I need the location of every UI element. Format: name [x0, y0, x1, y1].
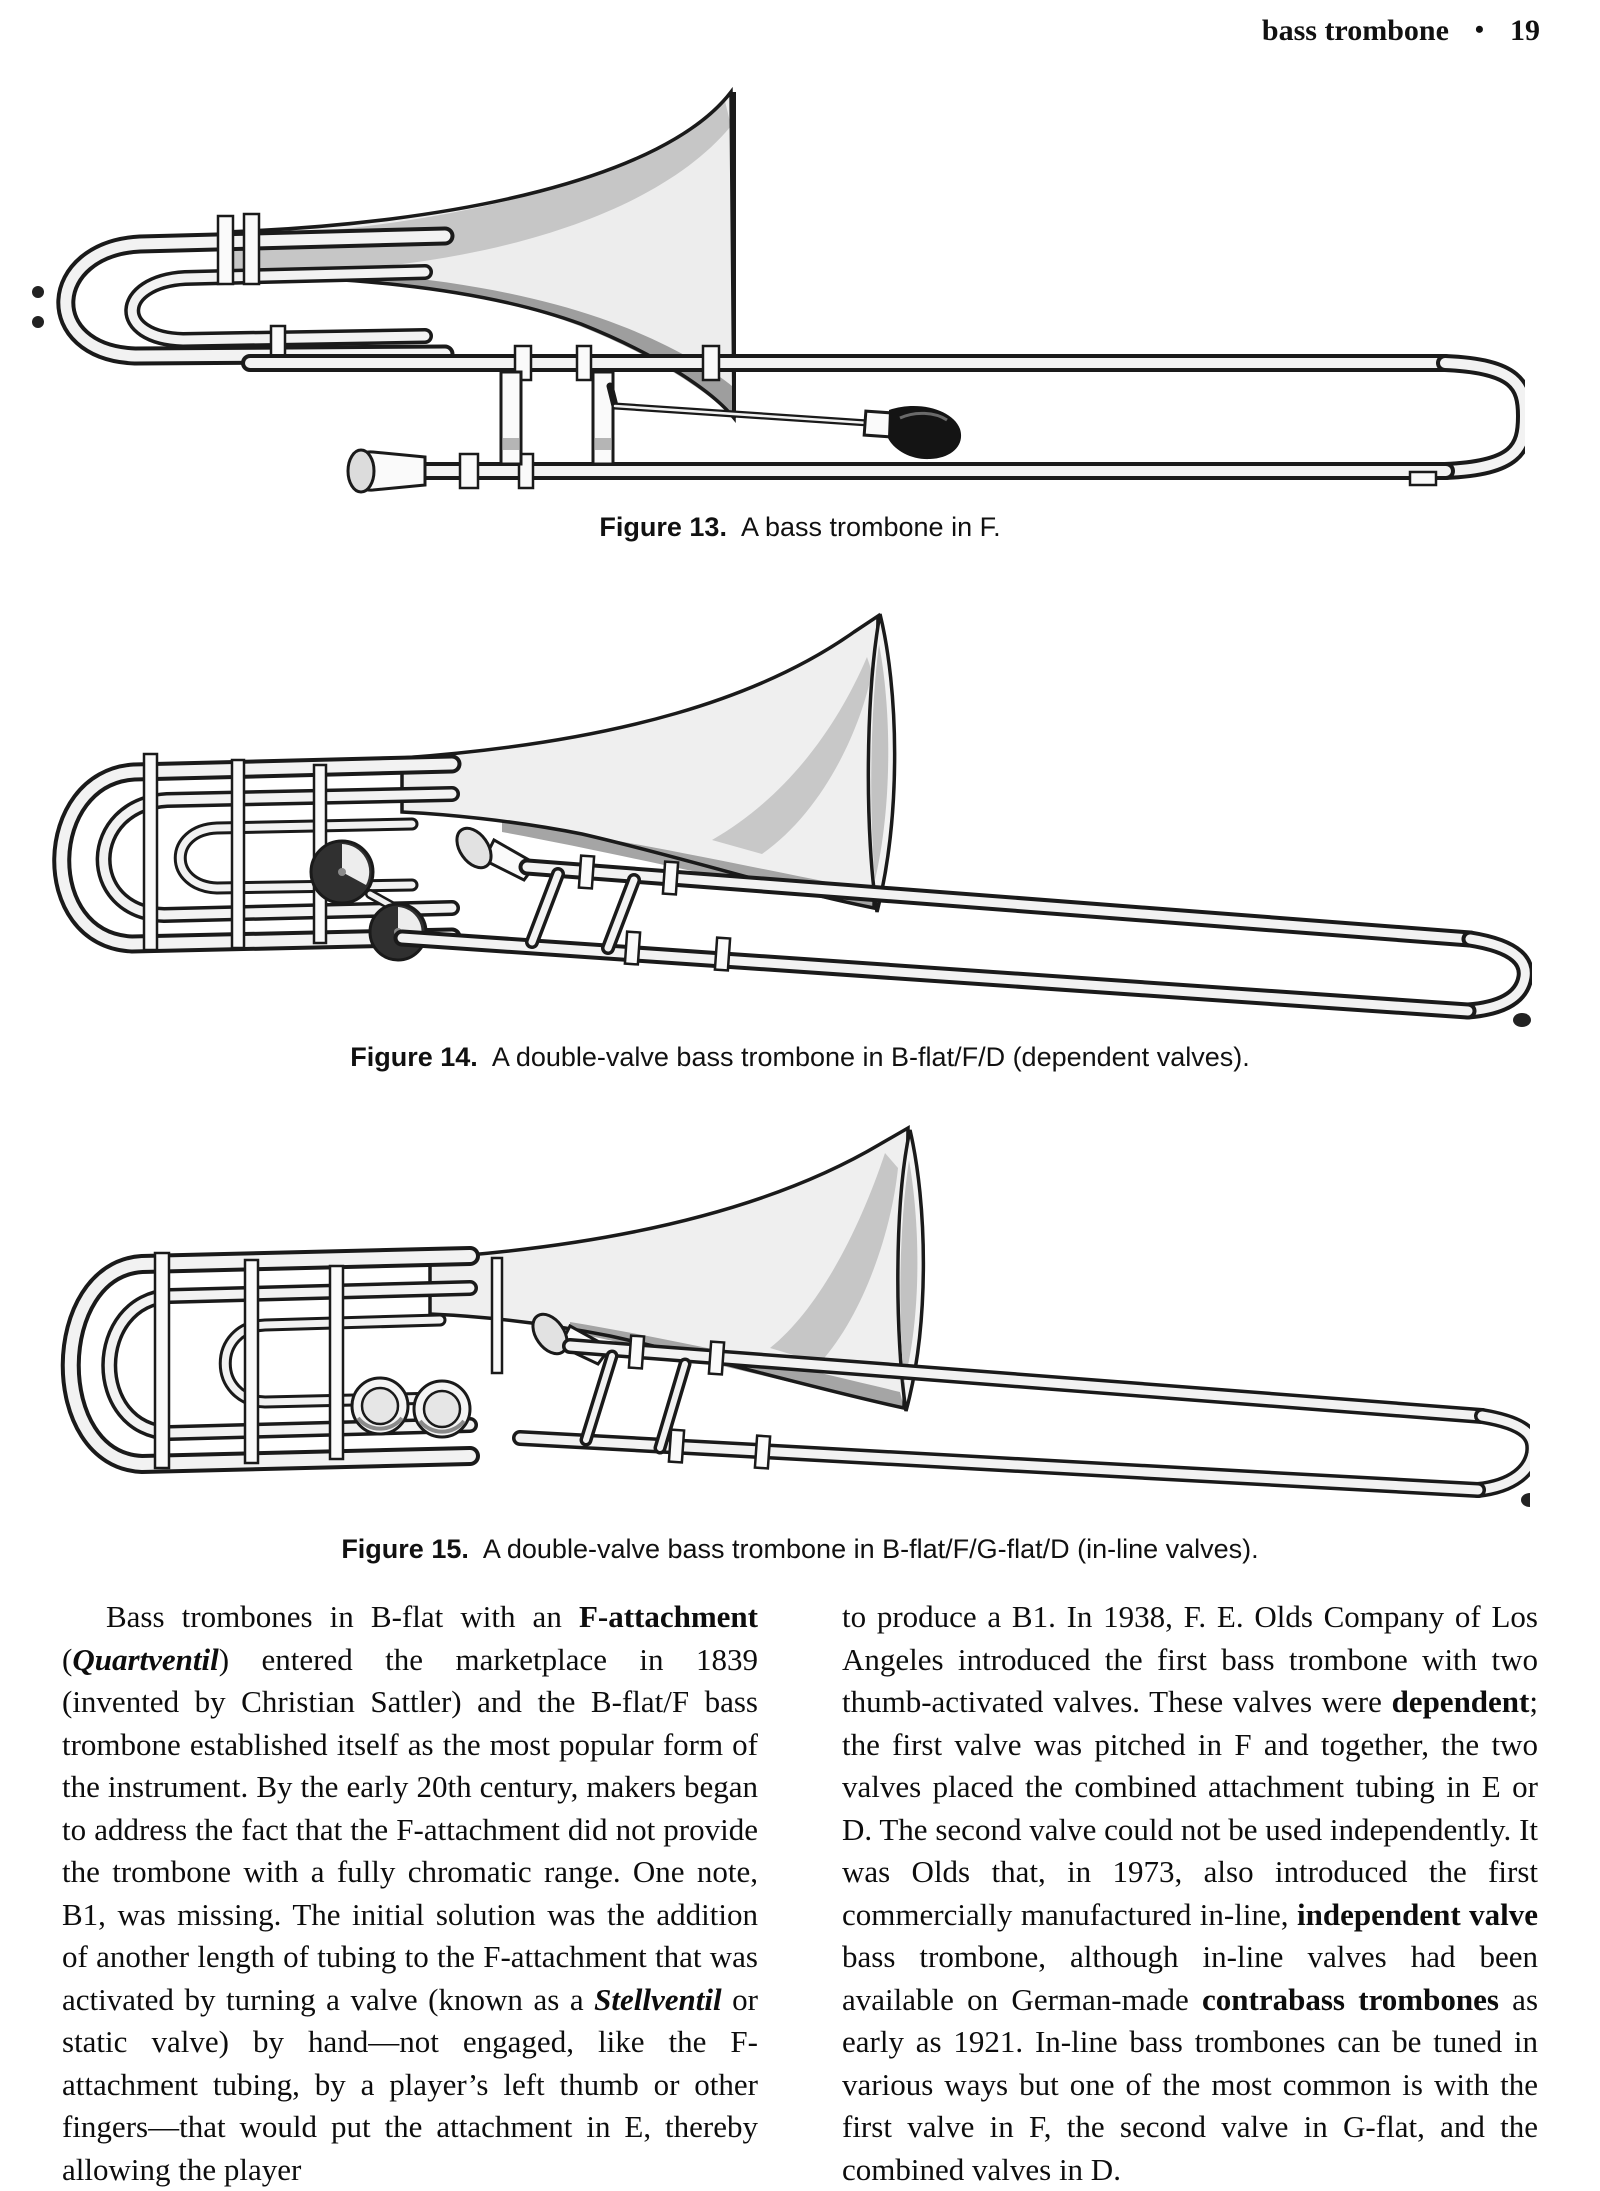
figure-15-label: Figure 15.: [341, 1534, 469, 1564]
tuning-slide-loops: [32, 214, 445, 360]
text-run: Bass trombones in B-flat with an: [106, 1599, 579, 1634]
text-run: as early as 1921. In-line bass trombones can be tuned in various ways but one of the most common is with the first valve in F, the second valve in G-flat, and the combined valves in D.: [842, 1981, 1539, 2187]
right-column-paragraph: [842, 1596, 1538, 2191]
text-run: bass trombone, although in-line valves had been available on German-made: [842, 1939, 1538, 2017]
rotary-valve-1: [311, 841, 373, 903]
inline-valve-cap-2: [414, 1381, 470, 1437]
figure-13-caption-text: A bass trombone in F.: [740, 512, 1001, 542]
running-header: [1262, 14, 1540, 48]
text-run: contrabass trombones: [1202, 1981, 1499, 2017]
valve-section: [62, 754, 452, 960]
bass-trombone-in-f-illustration: [25, 86, 1525, 508]
hand-slide: [402, 856, 1531, 1027]
header-bullet-separator: •: [1474, 15, 1484, 44]
valve-section: [71, 1253, 502, 1468]
mouthpiece: [348, 450, 425, 492]
figure-15-caption: [0, 1534, 1600, 1565]
text-run: (: [62, 1641, 73, 1677]
figure-14: [22, 602, 1532, 1034]
text-run: independent valve: [1296, 1896, 1539, 1932]
figure-14-label: Figure 14.: [350, 1042, 478, 1072]
figure-13-caption: [0, 512, 1600, 543]
figure-14-caption-text: A double-valve bass trombone in B-flat/F/D (dependent valves).: [491, 1042, 1250, 1072]
figure-14-caption: [0, 1042, 1600, 1073]
inline-valve-cap-1: [352, 1378, 408, 1434]
figure-15-caption-text: A double-valve bass trombone in B-flat/F/G-flat/D (in-line valves).: [482, 1534, 1259, 1564]
double-valve-bass-trombone-inline-illustration: [30, 1108, 1530, 1512]
text-run: Quartventil: [72, 1641, 219, 1677]
figure-13: [25, 86, 1525, 508]
double-valve-bass-trombone-dependent-illustration: [22, 602, 1532, 1034]
text-run: or static valve) by hand—not engaged, like the F-attachment tubing, by a player’s left thumb or other fingers—that would put the attachment in E, thereby allowing the player: [62, 1981, 759, 2187]
figure-15: [30, 1108, 1530, 1512]
slide-brace: [501, 372, 521, 464]
text-run: F-attachment: [578, 1599, 758, 1634]
tuning-slide-handle: [610, 386, 961, 459]
running-title: bass trombone: [1261, 14, 1449, 47]
body-text: [62, 1596, 1538, 2191]
figure-13-label: Figure 13.: [599, 512, 727, 542]
text-run: dependent: [1391, 1684, 1530, 1719]
text-run: ) entered the marketplace in 1839 (invented by Christian Sattler) and the B-flat/F bass trombone established itself as the most popular form of the instrument. By the early 20th century, makers began to address the fact that the F-attachment did not provide the trombone with a fully chromatic range. One note, B1, was missing. The initial solution was the addition of another length of tubing to the F-attachment that was activated by turning a valve (known as a: [62, 1641, 758, 2017]
hand-slide: [520, 1336, 1530, 1507]
text-run: Stellventil: [594, 1981, 722, 2017]
left-column-paragraph: [62, 1596, 758, 2191]
text-run: ; the first valve was pitched in F and together, the two valves placed the combined attachment tubing in E or D. The second valve could not be used independently. It was Olds that, in 1973, also introduced the first commercially manufactured in-line,: [842, 1684, 1538, 1932]
text-run: to produce a B1. In 1938, F. E. Olds Company of Los Angeles introduced the first bass trombone with two thumb-activated valves. These valves were: [842, 1599, 1538, 1719]
page-number: 19: [1510, 14, 1540, 47]
